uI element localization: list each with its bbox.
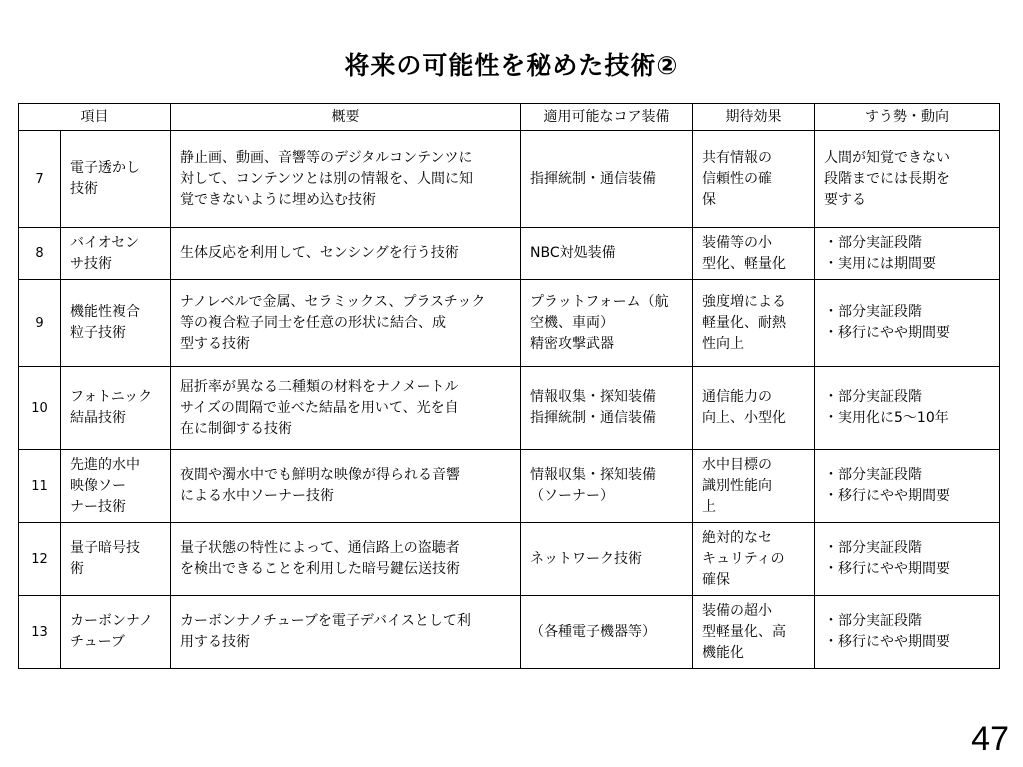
row-equipment: 情報収集・探知装備 指揮統制・通信装備 bbox=[521, 367, 693, 450]
row-trend: ・部分実証段階 ・移行にやや期間要 bbox=[815, 280, 1000, 367]
row-equipment: ネットワーク技術 bbox=[521, 523, 693, 596]
row-effect: 通信能力の 向上、小型化 bbox=[693, 367, 815, 450]
table-row bbox=[19, 367, 1000, 450]
row-item: 機能性複合 粒子技術 bbox=[61, 280, 171, 367]
table-row bbox=[19, 596, 1000, 669]
row-trend: 人間が知覚できない 段階までには長期を 要する bbox=[815, 131, 1000, 228]
row-effect: 共有情報の 信頼性の確 保 bbox=[693, 131, 815, 228]
row-effect: 装備の超小 型軽量化、高 機能化 bbox=[693, 596, 815, 669]
header-trend: すう勢・動向 bbox=[815, 104, 1000, 131]
row-number: 9 bbox=[19, 280, 61, 367]
row-summary: 生体反応を利用して、センシングを行う技術 bbox=[171, 228, 521, 280]
table-row bbox=[19, 450, 1000, 523]
row-effect: 装備等の小 型化、軽量化 bbox=[693, 228, 815, 280]
table-row bbox=[19, 523, 1000, 596]
row-number: 11 bbox=[19, 450, 61, 523]
row-equipment: NBC対処装備 bbox=[521, 228, 693, 280]
row-equipment: 情報収集・探知装備 （ソーナー） bbox=[521, 450, 693, 523]
row-item: フォトニック 結晶技術 bbox=[61, 367, 171, 450]
row-summary: カーボンナノチューブを電子デバイスとして利 用する技術 bbox=[171, 596, 521, 669]
header-expected-effect: 期待効果 bbox=[693, 104, 815, 131]
row-summary: 夜間や濁水中でも鮮明な映像が得られる音響 による水中ソーナー技術 bbox=[171, 450, 521, 523]
row-item: 先進的水中 映像ソー ナー技術 bbox=[61, 450, 171, 523]
row-summary: 量子状態の特性によって、通信路上の盗聴者 を検出できることを利用した暗号鍵伝送技術 bbox=[171, 523, 521, 596]
row-trend: ・部分実証段階 ・実用化に5～10年 bbox=[815, 367, 1000, 450]
table-row bbox=[19, 228, 1000, 280]
row-number: 13 bbox=[19, 596, 61, 669]
row-equipment: プラットフォーム（航 空機、車両） 精密攻撃武器 bbox=[521, 280, 693, 367]
row-summary: ナノレベルで金属、セラミックス、プラスチック 等の複合粒子同士を任意の形状に結合、成 型する技術 bbox=[171, 280, 521, 367]
table-row bbox=[19, 131, 1000, 228]
row-summary: 屈折率が異なる二種類の材料をナノメートル サイズの間隔で並べた結晶を用いて、光を自 在に制御する技術 bbox=[171, 367, 521, 450]
table-row bbox=[19, 280, 1000, 367]
header-summary: 概要 bbox=[171, 104, 521, 131]
row-equipment: 指揮統制・通信装備 bbox=[521, 131, 693, 228]
row-effect: 強度増による 軽量化、耐熱 性向上 bbox=[693, 280, 815, 367]
row-equipment: （各種電子機器等） bbox=[521, 596, 693, 669]
row-number: 12 bbox=[19, 523, 61, 596]
row-number: 7 bbox=[19, 131, 61, 228]
page-number: 47 bbox=[971, 720, 1009, 758]
slide-title: 将来の可能性を秘めた技術② bbox=[344, 51, 679, 80]
row-effect: 絶対的なセ キュリティの 確保 bbox=[693, 523, 815, 596]
row-trend: ・部分実証段階 ・実用には期間要 bbox=[815, 228, 1000, 280]
header-item: 項目 bbox=[19, 104, 171, 131]
row-item: 量子暗号技 術 bbox=[61, 523, 171, 596]
row-trend: ・部分実証段階 ・移行にやや期間要 bbox=[815, 596, 1000, 669]
row-trend: ・部分実証段階 ・移行にやや期間要 bbox=[815, 523, 1000, 596]
row-number: 10 bbox=[19, 367, 61, 450]
row-item: カーボンナノ チューブ bbox=[61, 596, 171, 669]
row-trend: ・部分実証段階 ・移行にやや期間要 bbox=[815, 450, 1000, 523]
row-item: バイオセン サ技術 bbox=[61, 228, 171, 280]
row-number: 8 bbox=[19, 228, 61, 280]
technology-table bbox=[18, 103, 1000, 669]
header-core-equipment: 適用可能なコア装備 bbox=[521, 104, 693, 131]
table-header-row bbox=[19, 104, 1000, 131]
row-item: 電子透かし 技術 bbox=[61, 131, 171, 228]
row-summary: 静止画、動画、音響等のデジタルコンテンツに 対して、コンテンツとは別の情報を、人間に知 覚できないように埋め込む技術 bbox=[171, 131, 521, 228]
row-effect: 水中目標の 識別性能向 上 bbox=[693, 450, 815, 523]
